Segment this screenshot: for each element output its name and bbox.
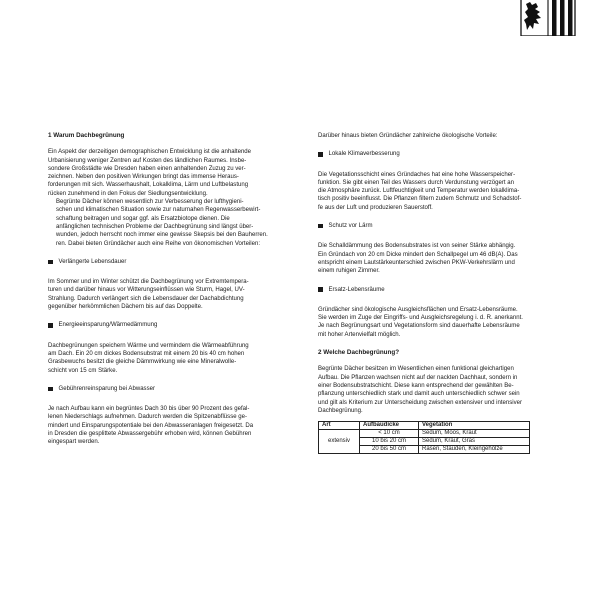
bullet-lebensraeume: Ersatz-Lebensräume <box>318 286 573 294</box>
bullet-gebuehren: Gebührenreinsparung bei Abwasser <box>48 385 303 393</box>
bullet-energieeinsparung: Energieeinsparung/Wärmedämmung <box>48 321 303 329</box>
table-cell-vegetation: Rasen, Stauden, Kleingehölze <box>419 446 530 454</box>
text-line: pflanzung unterschiedlich stark und damit auch unterschiedlich schwer sein <box>318 391 520 398</box>
text-line: sondere Großstädte wie Dresden haben einen anhaltenden Zuzug zu ver- <box>48 165 246 172</box>
coat-of-arms-logo <box>518 0 578 36</box>
vegetation-table <box>318 421 530 454</box>
text-line: schen und klimatischen Situation sowie zur naturnahen Regenwasserbewirt- <box>56 207 261 214</box>
text-line: und gilt als Kriterium zur Unterscheidung zwischen extensiver und intensiver <box>318 399 523 406</box>
bullet-square-icon <box>48 387 53 392</box>
paragraph-waermedaemmung <box>48 342 303 375</box>
text-line: lenen Niederschlags aufnehmen. Dadurch werden die Spitzenabflüsse ge- <box>48 414 247 421</box>
bullet-square-icon <box>48 260 53 265</box>
left-column <box>48 132 303 447</box>
table-row <box>319 430 530 438</box>
text-line: Dachbegrünung. <box>318 407 363 414</box>
text-line: Dachbegrünungen speichern Wärme und vermindern die Wärmeabführung <box>48 342 249 349</box>
paragraph-begruente-daecher <box>48 198 303 248</box>
text-line: forderungen mit sich. Wasserhaushalt, Lokalklima, Lärm und Luftbelastung <box>48 182 249 189</box>
text-line: gegenüber herkömmlichen Dächern bis auf das Doppelte. <box>48 304 203 311</box>
text-line: Sie werden im Zuge der Eingriffs- und Ausgleichsregelung i. d. R. anerkannt. <box>318 315 523 322</box>
paragraph-lebensraeume <box>318 306 573 339</box>
text-line: mit hoher Artenvielfalt möglich. <box>318 331 401 338</box>
text-line: in Dresden die gesplittete Abwassergebühr erhoben wird, können Gebühren <box>48 431 252 438</box>
text-line: ren. Dabei bieten Gründächer auch eine Reihe von ökonomischen Vorteilen: <box>56 240 261 247</box>
text-line: funktion. Sie gibt einen Teil des Wassers durch Verdunstung verzögert an <box>318 179 514 186</box>
text-line: Die Vegetationsschicht eines Gründaches hat eine hohe Wasserspeicher- <box>318 171 516 178</box>
intro-oekologische-vorteile: Darüber hinaus bieten Gründächer zahlreiche ökologische Vorteile: <box>318 133 498 139</box>
paragraph-laerm <box>318 242 573 275</box>
section-heading-2: 2 Welche Dachbegrünung? <box>318 349 400 357</box>
text-line: turen und darüber hinaus vor Witterungseinflüssen wie Sturm, Hagel, UV- <box>48 287 245 294</box>
text-line: eingespart werden. <box>48 439 100 446</box>
bullet-klima: Lokale Klimaverbesserung <box>318 150 573 158</box>
paragraph-aufbau <box>318 365 573 415</box>
table-cell-dicke: 20 bis 50 cm <box>360 446 419 454</box>
table-header-aufbaudicke: Aufbaudicke <box>360 422 419 430</box>
text-line: die Atmosphäre zurück. Luftfeuchtigkeit und Temperatur werden lokalklima- <box>318 188 520 195</box>
paragraph-abwasser <box>48 405 303 446</box>
table-cell-dicke: < 10 cm <box>360 430 419 438</box>
text-line: rücken zunehmend in den Fokus der Siedlungsentwicklung. <box>48 190 208 197</box>
text-line: Ein Gründach von 20 cm Dicke mindert den Schallpegel um 46 dB(A). Das <box>318 251 518 258</box>
text-line: Je nach Aufbau kann ein begrüntes Dach 30 bis über 90 Prozent des gefal- <box>48 406 250 413</box>
text-line: anfänglichen technischen Probleme der Dachbegrünung sind längst über- <box>56 223 254 230</box>
bullet-square-icon <box>318 224 323 229</box>
bullet-lebensdauer: Verlängerte Lebensdauer <box>48 258 303 266</box>
section-heading-1: 1 Warum Dachbegrünung <box>48 132 125 139</box>
text-line: tisch positiv beeinflusst. Die Pflanzen filtern zudem Schmutz und Schadstof- <box>318 196 522 203</box>
text-line: Im Sommer und im Winter schützt die Dachbegrünung vor Extremtempera- <box>48 279 249 286</box>
text-line: Begrünte Dächer besitzen im Wesentlichen einen funktional gleichartigen <box>318 366 514 373</box>
paragraph-lebensdauer <box>48 278 303 311</box>
text-line: fe aus der Luft und produzieren Sauerstoff. <box>318 204 433 211</box>
text-line: schicht von 15 cm Stärke. <box>48 367 118 374</box>
table-cell-art: extensiv <box>319 430 360 454</box>
text-line: wunden, jedoch herrscht noch immer eine gewisse Skepsis bei den Bauherren. <box>56 232 268 239</box>
text-line: einer Bodensubstratschicht. Diese kann entsprechend der gewählten Be- <box>318 382 514 389</box>
text-line: einem ruhigen Zimmer. <box>318 268 380 275</box>
text-line: schaftung beitragen und sogar ggf. als Ersatzbiotope dienen. Die <box>56 215 230 222</box>
right-column <box>318 132 573 454</box>
paragraph-klima <box>318 171 573 212</box>
bullet-square-icon <box>318 287 323 292</box>
text-line: entspricht einem Lautstärkeunterschied zwischen PKW-Verkehrslärm und <box>318 259 515 266</box>
text-line: Die Schalldämmung des Bodensubstrates ist von seiner Stärke abhängig. <box>318 243 516 250</box>
bullet-square-icon <box>48 323 53 328</box>
text-line: Aufbau. Die Pflanzen wachsen nicht auf der nackten Dachhaut, sondern in <box>318 374 518 381</box>
text-line: zeichnen. Neben den positiven Wirkungen bringt das immense Heraus- <box>48 174 239 181</box>
table-header-art: Art <box>319 422 360 430</box>
text-line: Je nach Begrünungsart und Vegetationsform sind dauerhafte Lebensräume <box>318 323 520 330</box>
text-line: Gründächer sind ökologische Ausgleichsflächen und Ersatz-Lebensräume. <box>318 306 518 313</box>
table-header-row <box>319 422 530 430</box>
text-line: Strahlung. Dadurch verlängert sich die Lebensdauer der Dachabdichtung <box>48 295 244 302</box>
text-line: Urbanisierung weniger Zentren auf Kosten des ländlichen Raumes. Insbe- <box>48 157 247 164</box>
bullet-laerm: Schutz vor Lärm <box>318 222 573 230</box>
text-line: Begrünte Dächer können wesentlich zur Verbesserung der lufthygieni- <box>56 199 244 206</box>
table-cell-dicke: 10 bis 20 cm <box>360 438 419 446</box>
text-line: Grasbewuchs besitzt die gleiche Dämmwirkung wie eine Mineralwolle- <box>48 359 237 366</box>
table-cell-vegetation: Sedum, Moos, Kraut <box>419 430 530 438</box>
bullet-square-icon <box>318 152 323 157</box>
text-line: am Dach. Ein 20 cm dickes Bodensubstrat mit einem 20 bis 40 cm hohen <box>48 350 245 357</box>
paragraph-urbanisierung <box>48 148 303 198</box>
table-cell-vegetation: Sedum, Kraut, Gras <box>419 438 530 446</box>
text-line: Ein Aspekt der derzeitigen demographischen Entwicklung ist die anhaltende <box>48 149 252 156</box>
table-header-vegetation: Vegetation <box>419 422 530 430</box>
text-line: mindert und Einsparungspotentiale bei den Abwasseranlagen freigesetzt. Da <box>48 422 254 429</box>
